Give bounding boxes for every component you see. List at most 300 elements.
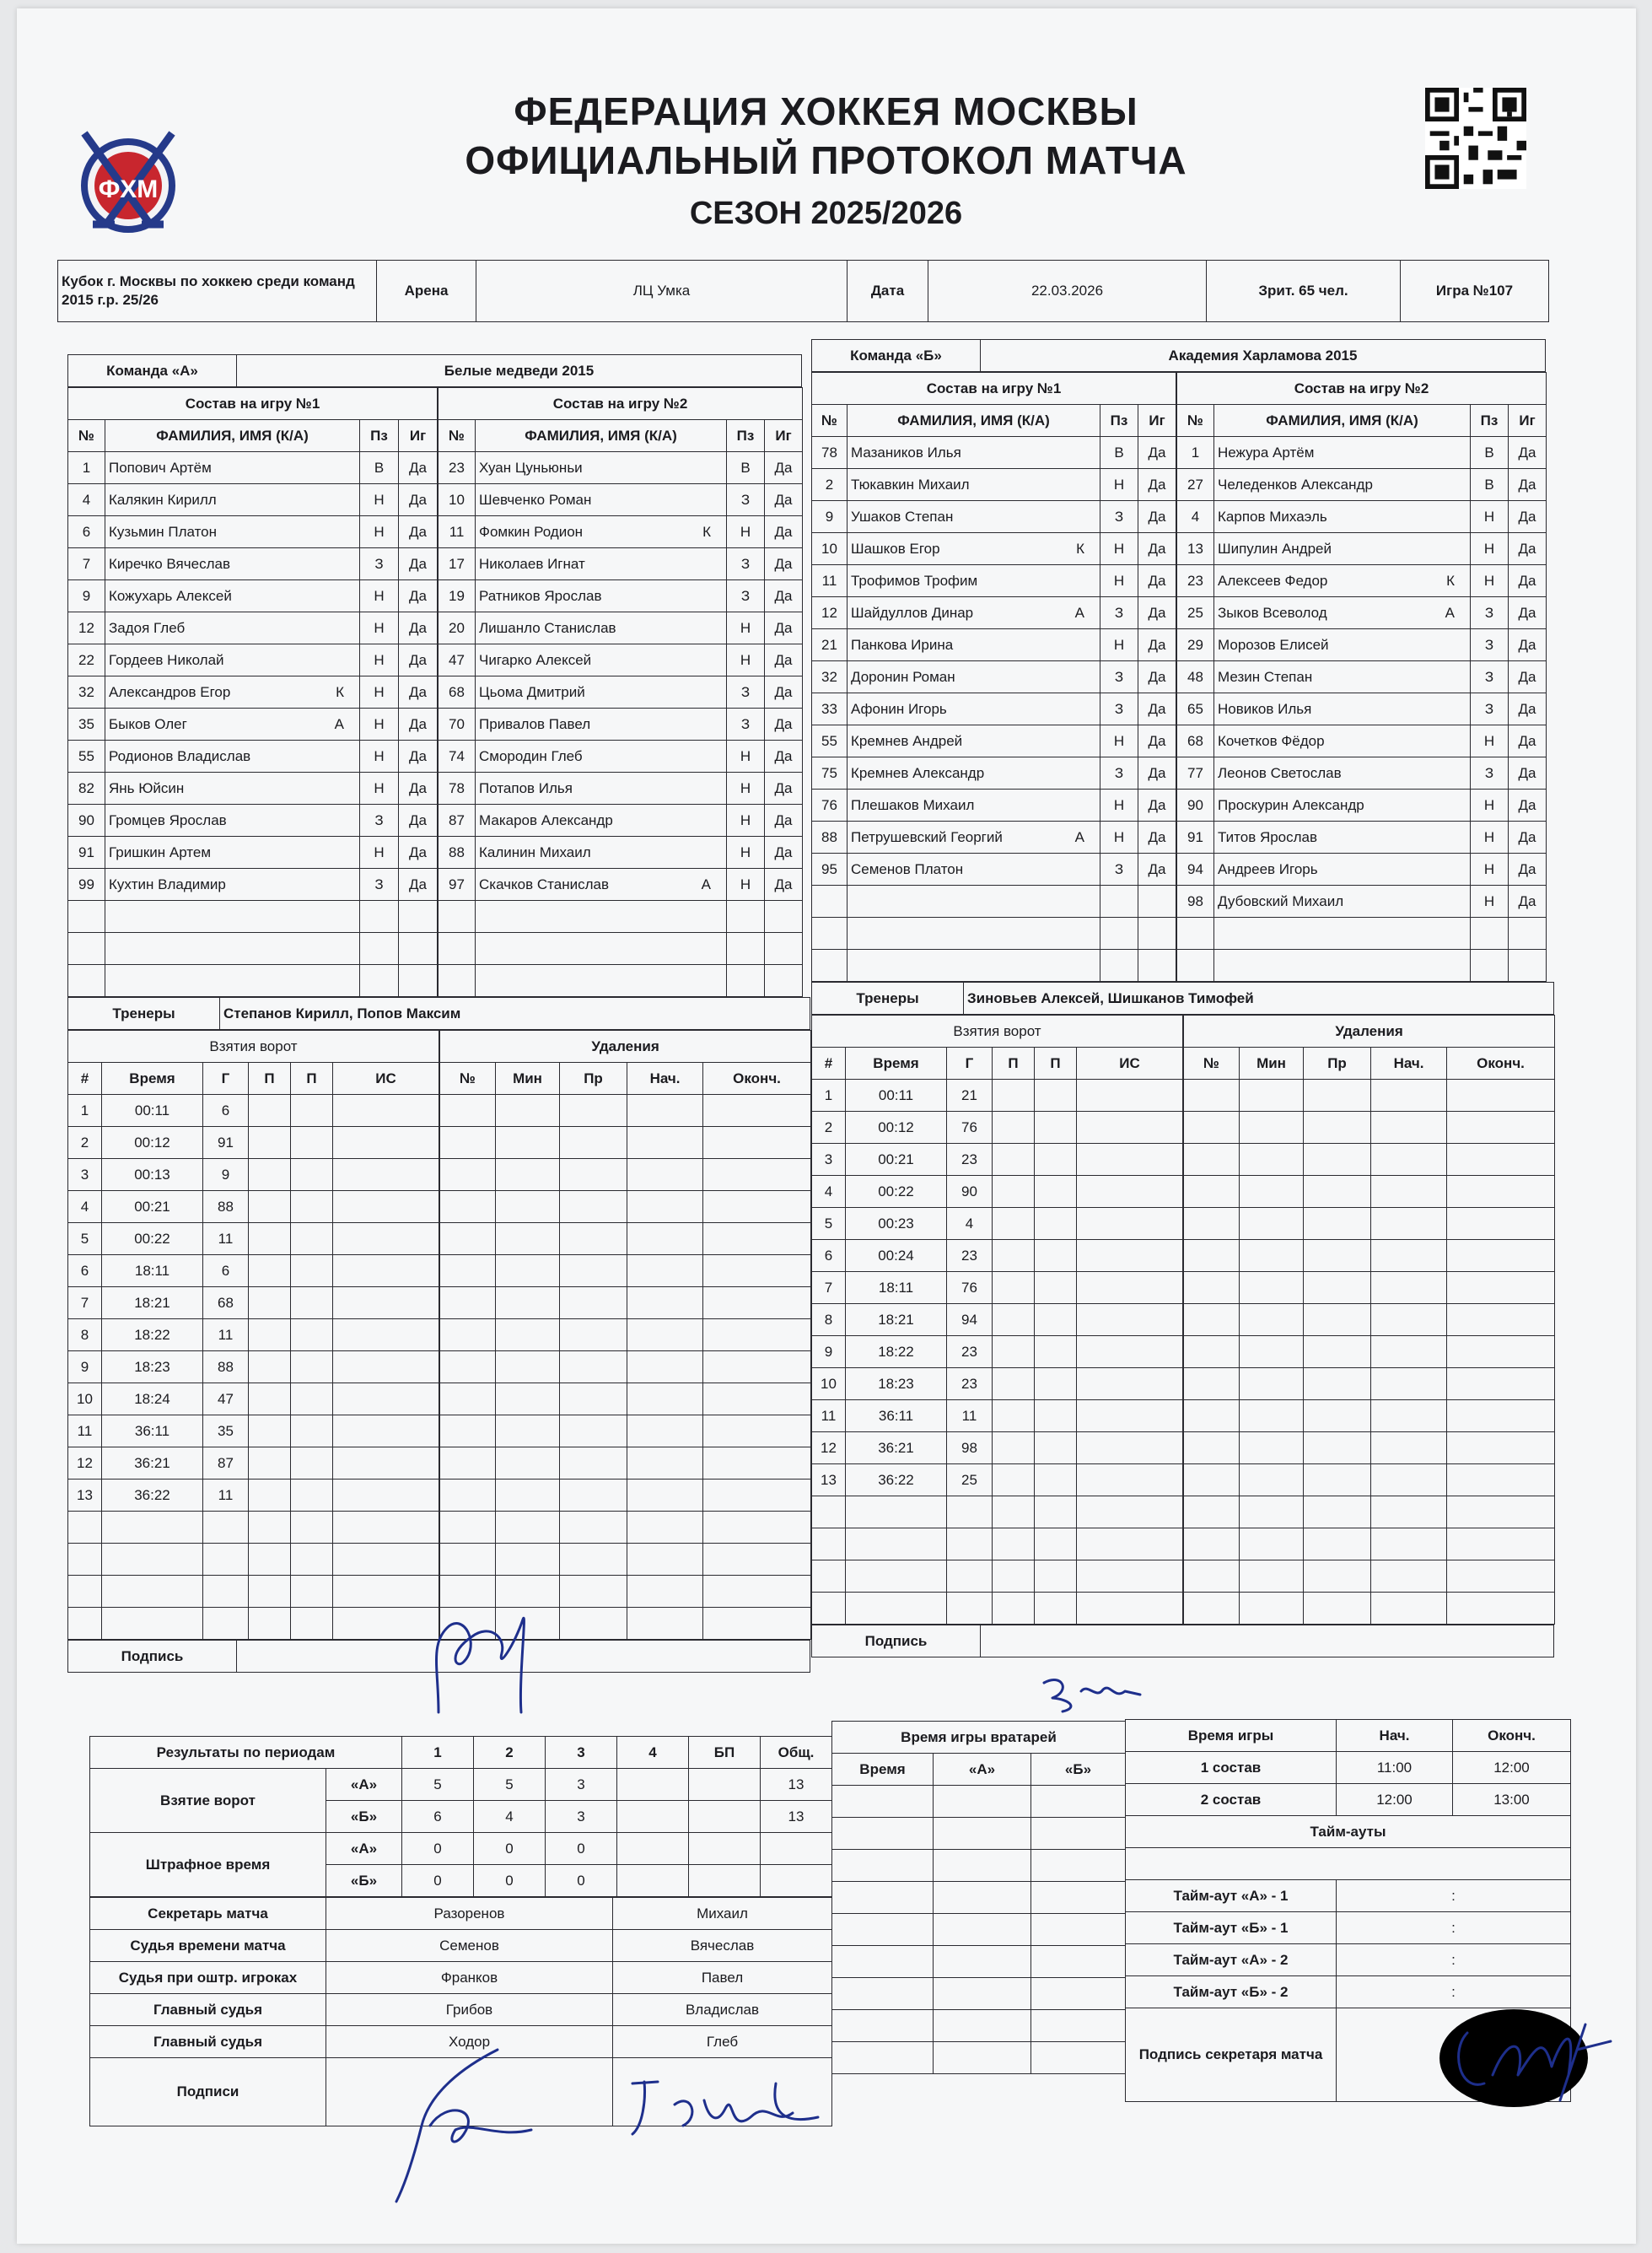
goal-number: 7 (68, 1287, 102, 1319)
player-number: 17 (439, 548, 476, 580)
table-row (812, 1528, 1183, 1560)
empty-cell (1371, 1432, 1447, 1464)
player-position: З (1471, 757, 1509, 790)
empty-cell (291, 1319, 333, 1351)
empty-cell (832, 1914, 934, 1946)
logo-text: ФХМ (98, 175, 159, 203)
empty-cell (1304, 1304, 1371, 1336)
col-pen-start: Нач. (1371, 1048, 1447, 1080)
table-row (1184, 1208, 1555, 1240)
empty-cell (703, 1287, 811, 1319)
player-played: Да (1509, 693, 1547, 725)
gametime-title: Время игры (1126, 1720, 1337, 1752)
empty-cell (1304, 1208, 1371, 1240)
goal-scorer: 6 (203, 1255, 249, 1287)
player-position: З (727, 709, 765, 741)
empty-cell (440, 1480, 496, 1512)
player-name-text: Кремнев Александр (851, 764, 985, 781)
empty-cell (249, 1480, 291, 1512)
goal-number: 8 (68, 1319, 102, 1351)
team-b-coaches-label: Тренеры (812, 983, 964, 1015)
empty-cell (291, 1127, 333, 1159)
empty-cell (812, 1496, 846, 1528)
empty-cell (1077, 1496, 1183, 1528)
empty-cell (1077, 1272, 1183, 1304)
player-position: Н (727, 741, 765, 773)
empty-cell (440, 1447, 496, 1480)
player-name (105, 516, 360, 548)
player-played: Да (1509, 661, 1547, 693)
player-position: З (360, 869, 399, 901)
table-row (68, 709, 438, 741)
empty-cell (1371, 1336, 1447, 1368)
player-played: Да (1138, 725, 1176, 757)
player-position: Н (727, 837, 765, 869)
player-played: Да (1138, 854, 1176, 886)
table-row (812, 1496, 1183, 1528)
player-played: Да (1138, 629, 1176, 661)
player-position: Н (1100, 469, 1138, 501)
player-name-text: Морозов Елисей (1218, 636, 1329, 653)
player-played: Да (1138, 661, 1176, 693)
player-name-text: Кожухарь Алексей (109, 587, 232, 604)
table-row (1177, 565, 1547, 597)
table-row (439, 612, 803, 644)
player-played: Да (765, 869, 803, 901)
goal-time: 18:21 (846, 1304, 947, 1336)
table-row (68, 612, 438, 644)
empty-cell (249, 1191, 291, 1223)
gametime-row-2-end: 13:00 (1453, 1784, 1571, 1816)
table-row (1184, 1144, 1555, 1176)
arena-label: Арена (377, 261, 476, 322)
player-position: Н (360, 484, 399, 516)
col-assist-2: П (1035, 1048, 1077, 1080)
col-pen-num: № (440, 1063, 496, 1095)
player-name (476, 516, 727, 548)
player-played: Да (399, 741, 438, 773)
timeout-b-1: Тайм-аут «Б» - 1 (1126, 1912, 1337, 1944)
empty-cell (291, 1191, 333, 1223)
goalie-section (831, 1721, 1126, 2074)
pim-a-p1: 0 (402, 1833, 474, 1865)
empty-cell (1138, 950, 1176, 982)
goal-time: 18:11 (846, 1272, 947, 1304)
empty-cell (1184, 1080, 1240, 1112)
official-last-name: Семенов (326, 1930, 613, 1962)
player-number: 21 (812, 629, 848, 661)
empty-cell (1447, 1240, 1555, 1272)
empty-cell (249, 1351, 291, 1383)
pim-b-total (761, 1865, 832, 1897)
referee-signature-1 (371, 2041, 540, 2210)
empty-cell (439, 965, 476, 997)
col-name: ФАМИЛИЯ, ИМЯ (К/А) (105, 420, 360, 452)
empty-cell (1184, 1176, 1240, 1208)
table-row (812, 469, 1176, 501)
table-row (832, 1786, 1126, 1818)
table-row (440, 1512, 811, 1544)
official-role: Секретарь матча (90, 1898, 326, 1930)
empty-cell (627, 1319, 703, 1351)
player-name-text: Ратников Ярослав (479, 587, 602, 604)
empty-cell (1035, 1304, 1077, 1336)
player-played: Да (765, 837, 803, 869)
player-position: Н (360, 709, 399, 741)
player-name-text: Панкова Ирина (851, 636, 954, 653)
goal-scorer: 6 (203, 1095, 249, 1127)
empty-cell (291, 1159, 333, 1191)
empty-cell (476, 965, 727, 997)
player-played: Да (1138, 533, 1176, 565)
empty-cell (249, 1447, 291, 1480)
gametime-row-2-start: 12:00 (1337, 1784, 1453, 1816)
player-position: Н (1100, 790, 1138, 822)
empty-cell (1214, 918, 1471, 950)
player-name (1214, 661, 1471, 693)
table-row (68, 1095, 439, 1127)
goal-number: 1 (812, 1080, 846, 1112)
empty-cell (1035, 1336, 1077, 1368)
player-played: Да (1509, 437, 1547, 469)
empty-cell (1240, 1400, 1304, 1432)
goal-scorer: 11 (203, 1480, 249, 1512)
player-name-text: Гришкин Артем (109, 844, 212, 860)
goal-number: 12 (68, 1447, 102, 1480)
player-played: Да (765, 805, 803, 837)
official-row (90, 1898, 832, 1930)
empty-cell (1447, 1304, 1555, 1336)
empty-cell (832, 2010, 934, 2042)
empty-cell (1371, 1528, 1447, 1560)
empty-cell (439, 933, 476, 965)
empty-cell (560, 1351, 627, 1383)
table-row (440, 1383, 811, 1415)
goals-b-total: 13 (761, 1801, 832, 1833)
player-name (476, 837, 727, 869)
table-row (68, 1608, 439, 1640)
season-title: СЕЗОН 2025/2026 (689, 196, 963, 231)
empty-cell (848, 886, 1100, 918)
player-name (848, 854, 1100, 886)
table-row (812, 533, 1176, 565)
empty-cell (560, 1287, 627, 1319)
goal-scorer: 88 (203, 1191, 249, 1223)
goal-number: 10 (68, 1383, 102, 1415)
player-name-text: Алексеев Федор (1218, 572, 1328, 589)
table-row (1177, 469, 1547, 501)
goal-number: 4 (812, 1176, 846, 1208)
player-position: Н (727, 516, 765, 548)
table-row (1177, 661, 1547, 693)
empty-cell (291, 1480, 333, 1512)
empty-cell (934, 1818, 1031, 1850)
empty-cell (1447, 1593, 1555, 1625)
player-number: 91 (68, 837, 105, 869)
date-value: 22.03.2026 (928, 261, 1207, 322)
col-pen-end: Оконч. (703, 1063, 811, 1095)
empty-cell (1304, 1080, 1371, 1112)
empty-cell (1031, 1946, 1126, 1978)
gametime-col-start: Нач. (1337, 1720, 1453, 1752)
player-name-text: Потапов Илья (479, 779, 573, 796)
empty-cell (496, 1544, 560, 1576)
team-a-label: Команда «А» (68, 355, 237, 387)
empty-cell (496, 1095, 560, 1127)
table-row (440, 1223, 811, 1255)
table-row (68, 1191, 439, 1223)
goal-scorer: 91 (203, 1127, 249, 1159)
empty-cell (203, 1576, 249, 1608)
team-a-roster1-table (67, 387, 438, 997)
empty-cell (1035, 1176, 1077, 1208)
player-name (105, 484, 360, 516)
goal-time: 00:21 (102, 1191, 203, 1223)
player-position: З (727, 676, 765, 709)
player-position: Н (1100, 533, 1138, 565)
pim-b-p1: 0 (402, 1865, 474, 1897)
empty-cell (1240, 1112, 1304, 1144)
row-team-a: «А» (326, 1769, 402, 1801)
empty-cell (1371, 1304, 1447, 1336)
empty-cell (360, 933, 399, 965)
table-row (439, 805, 803, 837)
player-position: З (1471, 629, 1509, 661)
empty-cell (1077, 1208, 1183, 1240)
player-name-text: Гордеев Николай (109, 651, 224, 668)
table-row (812, 1144, 1183, 1176)
empty-cell (440, 1287, 496, 1319)
empty-cell (1240, 1464, 1304, 1496)
table-row (812, 693, 1176, 725)
empty-cell (993, 1176, 1035, 1208)
empty-cell (627, 1191, 703, 1223)
player-name-text: Николаев Игнат (479, 555, 585, 572)
empty-cell (1184, 1272, 1240, 1304)
player-position: Н (1100, 565, 1138, 597)
empty-cell (1371, 1464, 1447, 1496)
table-row (440, 1319, 811, 1351)
goal-scorer: 11 (203, 1223, 249, 1255)
col-played: Иг (765, 420, 803, 452)
team-a-name: Белые медведи 2015 (237, 355, 802, 387)
player-number: 99 (68, 869, 105, 901)
col-pos: Пз (1100, 405, 1138, 437)
table-row (68, 1415, 439, 1447)
goal-number: 2 (812, 1112, 846, 1144)
empty-cell (440, 1544, 496, 1576)
empty-cell (291, 1223, 333, 1255)
goal-number: 12 (812, 1432, 846, 1464)
empty-cell (249, 1512, 291, 1544)
player-played: Да (399, 676, 438, 709)
empty-cell (560, 1383, 627, 1415)
empty-cell (1509, 950, 1547, 982)
empty-cell (333, 1287, 439, 1319)
player-played: Да (765, 452, 803, 484)
goals-a-p3: 3 (546, 1769, 617, 1801)
player-position: Н (360, 516, 399, 548)
empty-cell (1371, 1368, 1447, 1400)
empty-cell (993, 1464, 1035, 1496)
empty-cell (934, 1786, 1031, 1818)
col-goal-situation: ИС (1077, 1048, 1183, 1080)
empty-cell (1184, 1528, 1240, 1560)
period-shootout: БП (689, 1737, 761, 1769)
table-row (812, 950, 1176, 982)
player-position: Н (1471, 725, 1509, 757)
player-played: Да (1138, 693, 1176, 725)
empty-cell (846, 1593, 947, 1625)
empty-cell (848, 950, 1100, 982)
player-played: Да (399, 612, 438, 644)
col-pos: Пз (360, 420, 399, 452)
table-row (812, 854, 1176, 886)
player-played: Да (1138, 790, 1176, 822)
player-number: 98 (1177, 886, 1214, 918)
table-row (68, 741, 438, 773)
goal-scorer: 11 (203, 1319, 249, 1351)
empty-cell (440, 1383, 496, 1415)
player-position: В (727, 452, 765, 484)
player-name-text: Скачков Станислав (479, 876, 609, 892)
empty-cell (993, 1112, 1035, 1144)
player-played: Да (765, 548, 803, 580)
player-name-text: Дубовский Михаил (1218, 892, 1344, 909)
empty-cell (249, 1255, 291, 1287)
player-name-text: Афонин Игорь (851, 700, 947, 717)
empty-cell (703, 1255, 811, 1287)
gametime-row-1: 1 состав (1126, 1752, 1337, 1784)
empty-cell (1240, 1528, 1304, 1560)
empty-cell (812, 950, 848, 982)
empty-cell (703, 1383, 811, 1415)
empty-cell (1077, 1144, 1183, 1176)
empty-cell (249, 1095, 291, 1127)
goals-b-p4 (617, 1801, 689, 1833)
empty-cell (1240, 1208, 1304, 1240)
player-position: В (360, 452, 399, 484)
table-row (439, 773, 803, 805)
empty-cell (1447, 1112, 1555, 1144)
empty-cell (399, 965, 438, 997)
player-name (476, 709, 727, 741)
empty-cell (846, 1528, 947, 1560)
player-name (105, 644, 360, 676)
empty-cell (1184, 1240, 1240, 1272)
table-row (812, 1240, 1183, 1272)
player-name (105, 869, 360, 901)
empty-cell (249, 1415, 291, 1447)
official-first-name: Владислав (613, 1994, 832, 2026)
empty-cell (291, 1255, 333, 1287)
empty-cell (1077, 1304, 1183, 1336)
player-number: 19 (439, 580, 476, 612)
player-name (476, 773, 727, 805)
gametime-col-end: Оконч. (1453, 1720, 1571, 1752)
player-number: 68 (439, 676, 476, 709)
table-row (68, 965, 438, 997)
empty-cell (1031, 1786, 1126, 1818)
player-name-text: Хуан Цуньюньи (479, 459, 583, 476)
empty-cell (1240, 1560, 1304, 1593)
team-b-sign (811, 1625, 1554, 1657)
player-played: Да (1138, 501, 1176, 533)
col-pen-end: Оконч. (1447, 1048, 1555, 1080)
table-row (439, 548, 803, 580)
table-row (832, 1882, 1126, 1914)
col-pen-reason: Пр (1304, 1048, 1371, 1080)
referee-signature-2 (624, 2067, 826, 2143)
player-name-text: Доронин Роман (851, 668, 955, 685)
empty-cell (1304, 1593, 1371, 1625)
empty-cell (993, 1560, 1035, 1593)
table-row (68, 548, 438, 580)
player-played: Да (765, 741, 803, 773)
empty-cell (496, 1480, 560, 1512)
official-role: Главный судья (90, 2026, 326, 2058)
secretary-signature (1434, 1999, 1619, 2117)
player-position: Н (1471, 501, 1509, 533)
empty-cell (1184, 1593, 1240, 1625)
empty-cell (560, 1255, 627, 1287)
empty-cell (934, 1978, 1031, 2010)
empty-cell (105, 933, 360, 965)
goals-b-p2: 4 (474, 1801, 546, 1833)
empty-cell (560, 1608, 627, 1640)
player-played: Да (399, 484, 438, 516)
table-row (439, 933, 803, 965)
table-row (439, 869, 803, 901)
empty-cell (812, 918, 848, 950)
empty-cell (333, 1319, 439, 1351)
empty-cell (703, 1608, 811, 1640)
goal-number: 3 (812, 1144, 846, 1176)
table-row (1184, 1368, 1555, 1400)
empty-cell (1240, 1144, 1304, 1176)
empty-cell (291, 1608, 333, 1640)
player-name-text: Шашков Егор (851, 540, 940, 557)
empty-cell (947, 1560, 993, 1593)
player-name (1214, 533, 1471, 565)
empty-cell (832, 1818, 934, 1850)
player-number: 77 (1177, 757, 1214, 790)
pim-a-total (761, 1833, 832, 1865)
goal-number: 1 (68, 1095, 102, 1127)
table-row (440, 1127, 811, 1159)
player-number: 78 (812, 437, 848, 469)
player-number: 32 (812, 661, 848, 693)
player-number: 9 (812, 501, 848, 533)
empty-cell (102, 1608, 203, 1640)
player-position: Н (360, 580, 399, 612)
empty-cell (627, 1351, 703, 1383)
empty-cell (846, 1496, 947, 1528)
goal-scorer: 35 (203, 1415, 249, 1447)
player-name-text: Чигарко Алексей (479, 651, 592, 668)
player-name (848, 629, 1100, 661)
table-row (440, 1095, 811, 1127)
col-pen-start: Нач. (627, 1063, 703, 1095)
player-name (105, 676, 360, 709)
player-name-text: Смородин Глеб (479, 747, 583, 764)
empty-cell (832, 1978, 934, 2010)
empty-cell (1304, 1528, 1371, 1560)
empty-cell (249, 1287, 291, 1319)
official-last-name: Ходор (326, 2026, 613, 2058)
table-row (440, 1159, 811, 1191)
col-name: ФАМИЛИЯ, ИМЯ (К/А) (1214, 405, 1471, 437)
